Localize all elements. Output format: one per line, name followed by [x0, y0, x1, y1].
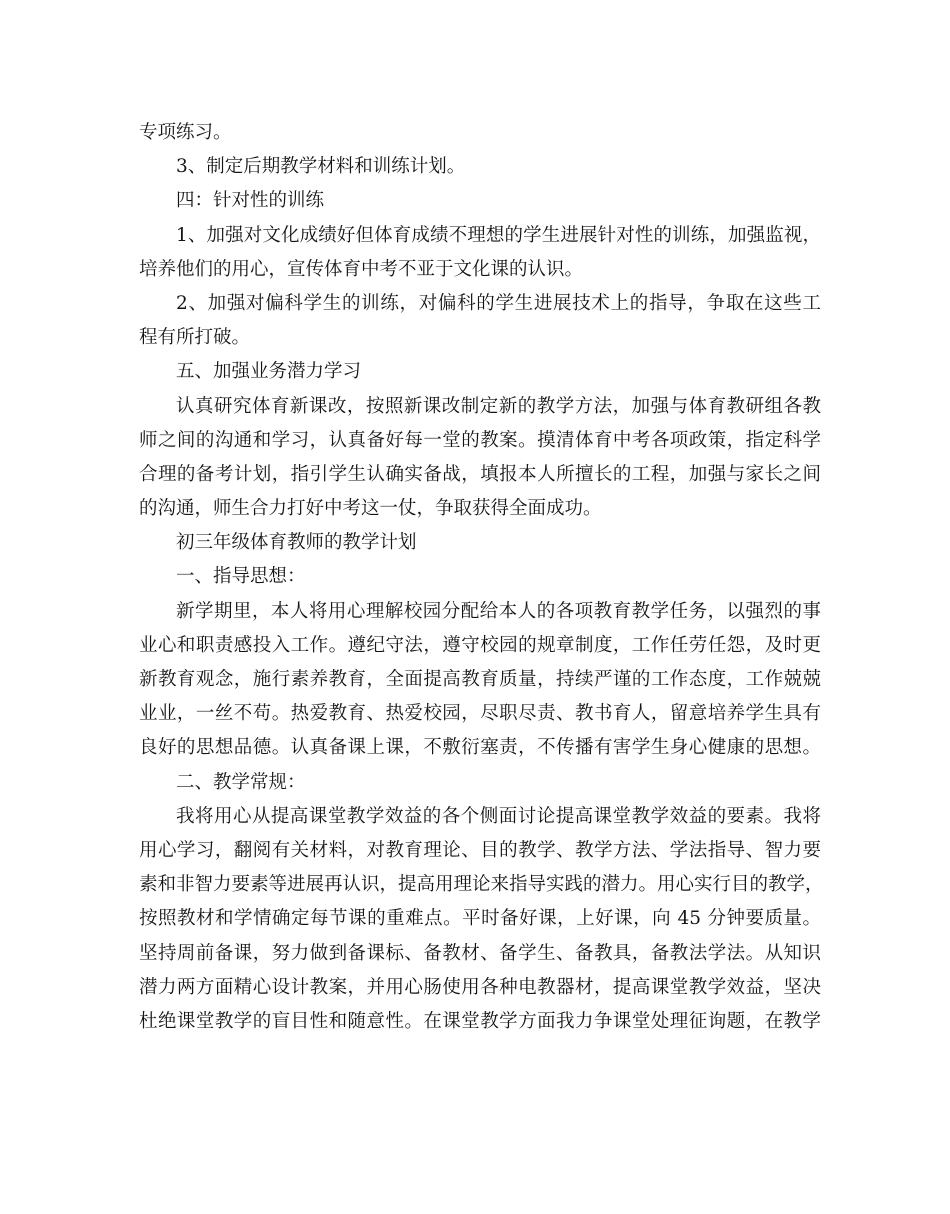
text-line: 师之间的沟通和学习，认真备好每一堂的教案。摸清体育中考各项政策，指定科学 — [139, 429, 821, 451]
text-line: 的沟通，师生合力打好中考这一仗，争取获得全面成功。 — [139, 498, 602, 520]
section-heading: 二、教学常规： — [176, 771, 306, 793]
text-line: 新学期里，本人将用心理解校园分配给本人的各项教育教学任务，以强烈的事 — [176, 600, 821, 622]
text-line: 程有所打破。 — [139, 327, 251, 349]
text-line: 2、加强对偏科学生的训练，对偏科的学生进展技术上的指导，争取在这些工 — [176, 292, 821, 314]
text-line: 按照教材和学情确定每节课的重难点。平时备好课，上好课，向 45 分钟要质量。 — [139, 908, 821, 930]
text-line: 专项练习。 — [139, 122, 232, 143]
text-line: 潜力两方面精心设计教案，并用心肠使用各种电教器材，提高课堂教学效益，坚决 — [139, 976, 821, 998]
text-line: 合理的备考计划，指引学生认确实备战，填报本人所擅长的工程，加强与家长之间 — [139, 463, 821, 485]
text-line: 杜绝课堂教学的盲目性和随意性。在课堂教学方面我力争课堂处理征询题，在教学 — [139, 1010, 821, 1032]
document-title: 初三年级体育教师的教学计划 — [176, 532, 417, 554]
text-line: 业心和职责感投入工作。遵纪守法，遵守校园的规章制度，工作任劳任怨，及时更 — [139, 634, 821, 656]
section-heading: 四：针对性的训练 — [176, 190, 325, 212]
text-line: 3、制定后期教学材料和训练计划。 — [176, 156, 466, 178]
text-line: 认真研究体育新课改，按照新课改制定新的教学方法，加强与体育教研组各教 — [176, 395, 821, 417]
text-line: 1、加强对文化成绩好但体育成绩不理想的学生进展针对性的训练，加强监视， — [176, 224, 821, 246]
text-line: 良好的思想品德。认真备课上课，不敷衍塞责，不传播有害学生身心健康的思想。 — [139, 737, 821, 759]
document-body — [139, 116, 824, 1039]
text-line: 新教育观念，施行素养教育，全面提高教育质量，持续严谨的工作态度，工作兢兢 — [139, 669, 821, 690]
text-line: 业业，一丝不苟。热爱教育、热爱校园，尽职尽责、教书育人，留意培养学生具有 — [139, 703, 821, 725]
text-line: 用心学习，翻阅有关材料，对教育理论、目的教学、教学方法、学法指导、智力要 — [139, 839, 821, 861]
text-line: 我将用心从提高课堂教学效益的各个侧面讨论提高课堂教学效益的要素。我将 — [176, 805, 821, 827]
text-line: 坚持周前备课，努力做到备课标、备教材、备学生、备教具，备教法学法。从知识 — [139, 942, 821, 964]
text-line: 培养他们的用心，宣传体育中考不亚于文化课的认识。 — [139, 258, 584, 280]
section-heading: 一、指导思想： — [176, 566, 306, 588]
text-line: 素和非智力要素等进展再认识，提高用理论来指导实践的潜力。用心实行目的教学， — [139, 874, 824, 896]
section-heading: 五、加强业务潜力学习 — [176, 361, 362, 383]
